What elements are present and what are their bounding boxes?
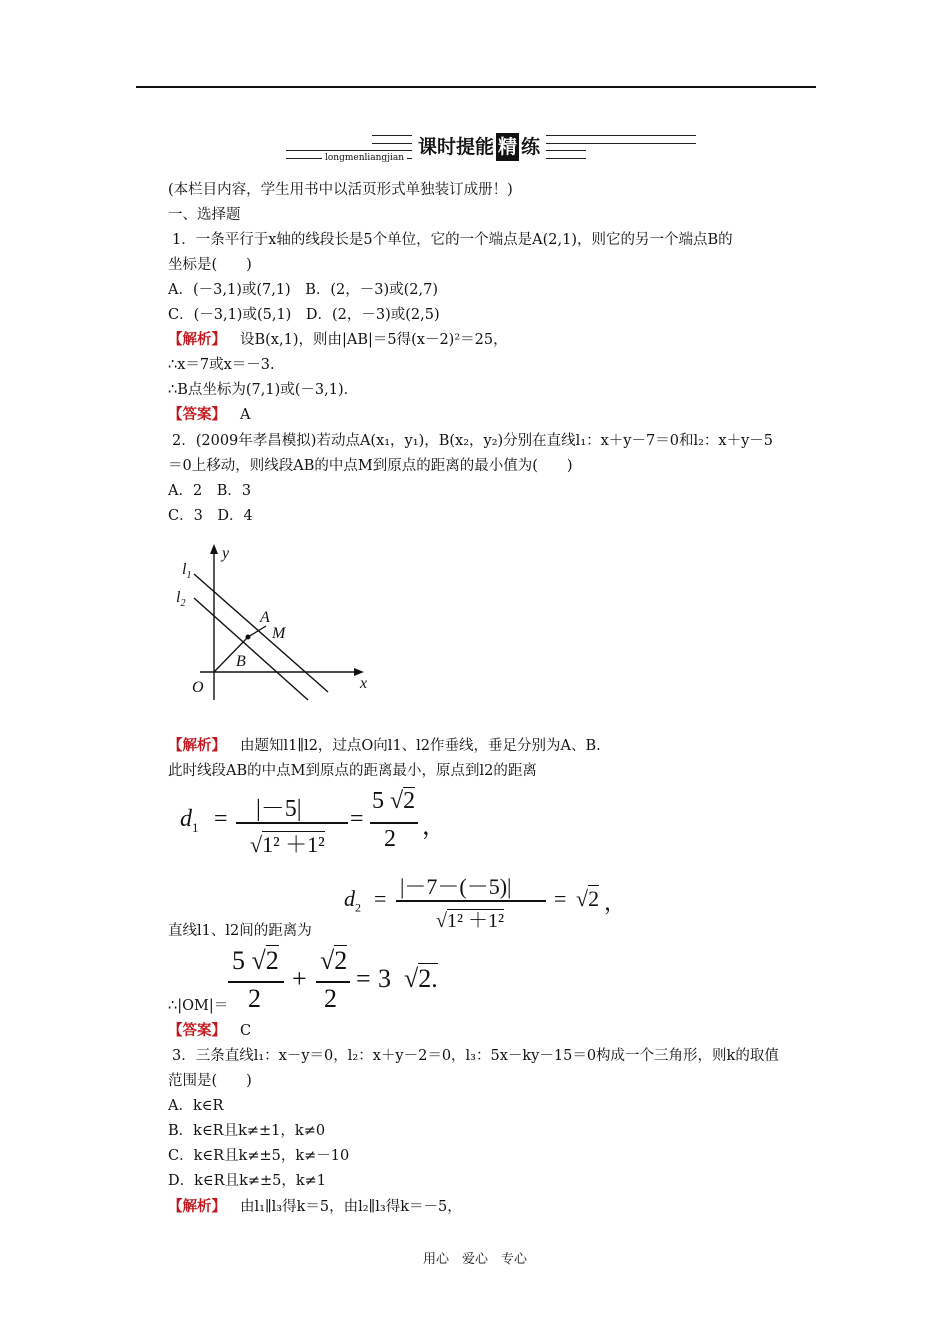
q3-option-a: A．k∈R — [168, 1098, 224, 1114]
analysis-tag: 【解析】 — [168, 1198, 226, 1215]
sum-plus: + — [292, 964, 307, 993]
d1-numerator: |－5| — [256, 796, 302, 822]
answer-tag: 【答案】 — [168, 406, 226, 423]
analysis-tag: 【解析】 — [168, 331, 226, 348]
top-rule — [136, 86, 816, 88]
banner-title — [412, 133, 546, 161]
q3-stem-line2: 范围是( ) — [168, 1073, 252, 1089]
q3-option-b: B．k∈R且k≠±1，k≠0 — [168, 1123, 326, 1139]
sum-result: 3 √2. — [378, 964, 438, 993]
q1-stem-line1: 1．一条平行于x轴的线段长是5个单位，它的一个端点是A(2,1)，则它的另一个端点B的 — [172, 232, 733, 248]
q1-answer — [168, 405, 250, 425]
d2-lhs: $d_2$ — [344, 886, 361, 915]
d2-tail: ， — [604, 890, 627, 915]
q3-analysis — [168, 1197, 462, 1217]
analysis-tag: 【解析】 — [168, 737, 226, 754]
d1-result-num: 5 √2 — [372, 788, 416, 814]
coordinate-figure — [170, 540, 380, 710]
label-l1: $l_1$ — [182, 561, 192, 581]
formula-d2 — [344, 870, 627, 936]
sum-b-bar — [316, 981, 350, 983]
d2-eq2: = — [554, 886, 567, 911]
q1-step2: ∴B点坐标为(7,1)或(－3,1)． — [168, 382, 359, 398]
label-b: B — [236, 653, 246, 670]
sum-b-num: √2 — [320, 946, 348, 975]
banner-subtitle: longmenliangjian — [322, 153, 407, 164]
sum-a-den: 2 — [248, 984, 261, 1013]
q1-options-ab: A．(－3,1)或(7,1) B．(2，－3)或(2,7) — [168, 282, 439, 298]
sum-eq: = — [356, 964, 371, 993]
d1-eq2: = — [350, 806, 364, 832]
d2-numerator: |－7－(－5)| — [400, 874, 512, 899]
line-l2 — [194, 598, 308, 700]
label-x: x — [360, 675, 368, 692]
label-y: y — [222, 545, 230, 562]
q1-analysis — [168, 330, 508, 350]
q2-distance-text: 直线l1、l2间的距离为 — [168, 923, 312, 939]
d2-fraction-bar — [396, 900, 546, 902]
q3-option-d: D．k∈R且k≠±5，k≠1 — [168, 1173, 327, 1189]
d1-fraction-bar — [236, 822, 348, 824]
page-footer: 用心 爱心 专心 — [422, 1252, 527, 1267]
sum-a-bar — [228, 981, 284, 983]
banner-title-highlight: 精 — [496, 133, 519, 161]
q2-stem-line2: ＝0上移动，则线段AB的中点M到原点的距离的最小值为( ) — [168, 458, 573, 474]
d1-eq: = — [214, 806, 228, 832]
formula-sum — [228, 946, 468, 1016]
label-l2: $l_2$ — [176, 589, 186, 609]
q1-answer-value: A — [240, 407, 251, 423]
banner-title-part1: 课时提能 — [418, 136, 495, 158]
q2-options-ab: A．2 B．3 — [168, 483, 252, 499]
q1-analysis-text: 设B(x,1)，则由|AB|＝5得(x－2)²＝25， — [240, 332, 508, 348]
y-axis-arrow — [210, 544, 218, 554]
q2-options-cd: C．3 D．4 — [168, 508, 253, 524]
section-heading: 一、选择题 — [168, 207, 241, 223]
q2-answer-value: C — [240, 1023, 252, 1039]
d1-denominator: √1² ＋1² — [250, 832, 325, 857]
d1-tail: ， — [422, 814, 446, 840]
q1-stem-line2: 坐标是( ) — [168, 257, 252, 273]
d2-denominator: √1² ＋1² — [436, 910, 504, 932]
d1-result-bar — [370, 822, 418, 824]
q1-options-cd: C．(－3,1)或(5,1) D．(2，－3)或(2,5) — [168, 307, 440, 323]
answer-tag: 【答案】 — [168, 1022, 226, 1039]
q2-analysis-line3: 此时线段AB的中点M到原点的距离最小，原点到l2的距离 — [168, 763, 537, 779]
q3-analysis-text: 由l₁∥l₃得k＝5，由l₂∥l₃得k＝－5， — [240, 1199, 462, 1215]
d2-eq: = — [374, 886, 387, 911]
intro-note: (本栏目内容，学生用书中以活页形式单独装订成册！) — [168, 182, 513, 198]
d1-result-den: 2 — [384, 826, 396, 852]
sum-b-den: 2 — [324, 984, 337, 1013]
q2-answer — [168, 1021, 251, 1041]
q3-stem-line1: 3．三条直线l₁：x－y＝0，l₂：x＋y－2＝0，l₃：5x－ky－15＝0构成一个三角形，则k的取值 — [172, 1048, 779, 1064]
q2-analysis — [168, 736, 601, 756]
q2-om-text: ∴|OM|＝ — [168, 998, 229, 1014]
d1-lhs: $d_1$ — [180, 806, 199, 835]
section-banner — [286, 133, 696, 163]
q2-analysis-text: 由题知l1∥l2，过点O向l1、l2作垂线，垂足分别为A、B. — [240, 738, 601, 754]
banner-title-part2: 练 — [521, 136, 541, 158]
q2-stem-line1: 2．(2009年孝昌模拟)若动点A(x₁，y₁)，B(x₂，y₂)分别在直线l₁：x＋y－7＝0和l₂：x＋y－5 — [172, 433, 773, 449]
q3-option-c: C．k∈R且k≠±5，k≠－10 — [168, 1148, 350, 1164]
sum-a-num: 5 √2 — [232, 946, 279, 975]
point-m — [246, 635, 251, 640]
label-a: A — [260, 609, 270, 626]
d2-result: √2 — [576, 886, 600, 911]
label-m: M — [272, 625, 286, 642]
q1-step1: ∴x＝7或x＝－3. — [168, 357, 275, 373]
label-o: O — [192, 679, 204, 696]
formula-d1 — [178, 788, 448, 860]
